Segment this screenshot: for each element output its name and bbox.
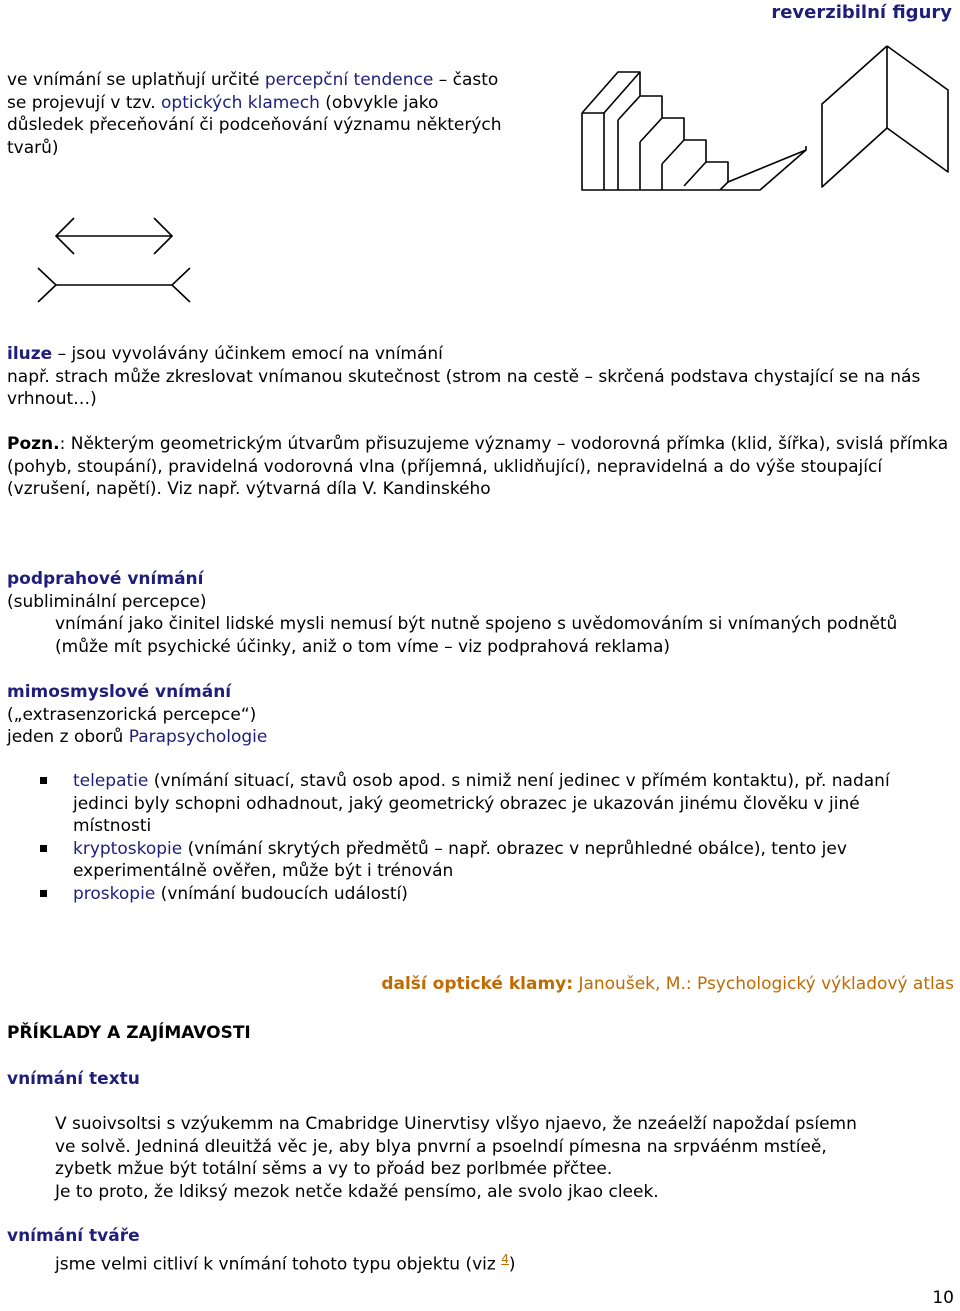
scrambled-line: V suoivsoltsi s vzýukemm na Cmabridge Uinervtisy vlšyo njaevo, že nzeáelží napoždaí psíemn (55, 1114, 857, 1134)
podprahove-text: vnímání jako činitel lidské mysli nemusí být nutně spojeno s uvědomováním si vnímaných podnětů (může mít psychické účinky, aniž o tom víme – viz podprahová reklama) (55, 614, 898, 657)
iluze-term: iluze (7, 344, 53, 364)
intro-line-2: se projevují v tzv. optických klamech (obvykle jako (7, 92, 439, 113)
intro-line-3: důsledek přeceňování či podceňování významu některých (7, 115, 502, 135)
pozn-paragraph (7, 433, 957, 501)
mimosmyslove-heading: mimosmyslové vnímání (7, 682, 232, 702)
mimosmyslove-subtitle: („extrasenzorická percepce“) (7, 705, 257, 725)
mimosmyslove-list (40, 770, 940, 905)
podprahove-subtitle: (subliminální percepce) (7, 592, 207, 612)
list-item-proskopie: proskopie (vnímání budoucích událostí) (40, 883, 940, 906)
bullet-square-icon (40, 890, 47, 897)
parapsychologie-link[interactable]: Parapsychologie (128, 727, 268, 747)
intro-line-1: ve vnímání se uplatňují určité percepční tendence – často (7, 70, 499, 90)
vnimani-tvare-text: jsme velmi citliví k vnímání tohoto typu objektu (viz $^4$) (55, 1252, 516, 1275)
list-item-kryptoskopie: kryptoskopie (vnímání skrytých předmětů – např. obrazec v neprůhledné obálce), tento jev experimentálně ověřen, může být i trénován (40, 838, 933, 883)
bullet-square-icon (40, 777, 47, 784)
iluze-definition: – jsou vyvolávány účinkem emocí na vnímání (52, 344, 443, 364)
page-number: 10 (932, 1287, 954, 1308)
pozn-text: : Některým geometrickým útvarům přisuzujeme významy – vodorovná přímka (klid, šířka), svislá přímka (pohyb, stoupání), pravidelná vodorovná vlna (příjemná, uklidňující), nepravidelná a do výše stoupající (vzrušení, napětí). Viz např. výtvarná díla V. Kandinského (7, 434, 949, 499)
scrambled-line: zybetk mžue být totální sěms a vy to přoád bez porlbmée přčtee. (55, 1159, 613, 1179)
page-header-title: reverzibilní figury (771, 2, 952, 23)
proskopie-link[interactable]: proskopie (73, 883, 156, 904)
scrambled-line: Je to proto, že ldiksý mezok netče kdažé pensímo, ale svolo jkao cleek. (55, 1181, 659, 1202)
atlas-reference-link[interactable]: Janoušek, M.: Psychologický výkladový atlas (573, 974, 954, 994)
intro-line-4: tvarů) (7, 137, 59, 158)
iluze-example: např. strach může zkreslovat vnímanou skutečnost (strom na cestě – skrčená podstava chystající se na nás vrhnout…) (7, 366, 921, 409)
scrambled-text-block (55, 1113, 955, 1203)
dalsi-klamy-reference (381, 973, 954, 996)
mimosmyslove-field: jeden z oborů Parapsychologie (7, 727, 268, 747)
vnimani-tvare-heading: vnímání tváře (7, 1226, 140, 1246)
vnimani-textu-heading: vnímání textu (7, 1069, 140, 1089)
scrambled-line: ve solvě. Jedniná dleuitžá věc je, aby blya pnvrní a psoelndí pímesna na srpváénm mstíeě, (55, 1136, 827, 1157)
podprahove-heading: podprahové vnímání (7, 569, 204, 589)
percepcni-tendence-link[interactable]: percepční tendence (264, 70, 434, 90)
impossible-staircase-illustration (580, 68, 810, 193)
iluze-section (7, 343, 952, 411)
priklady-heading: PŘÍKLADY A ZAJÍMAVOSTI (7, 1023, 251, 1043)
bullet-square-icon (40, 845, 47, 852)
telepatie-link[interactable]: telepatie (73, 771, 149, 791)
intro-paragraph (7, 69, 567, 159)
reversible-book-illustration (820, 42, 955, 192)
kryptoskopie-link[interactable]: kryptoskopie (73, 838, 183, 859)
opticke-klamy-link[interactable]: optických klamech (161, 92, 320, 113)
dalsi-klamy-label: další optické klamy: (381, 974, 574, 994)
footnote-reference-link[interactable]: 4 (501, 1252, 509, 1266)
pozn-label: Pozn. (7, 434, 60, 454)
list-item-telepatie: telepatie (vnímání situací, stavů osob apod. s nimiž není jedinec v přímém kontaktu), př. nadaní jedinci byly schopni odhadnout, jaký geometrický obrazec je ukazován jinému člověku v jiné místnosti (40, 770, 895, 838)
muller-lyer-illustration (34, 212, 196, 308)
